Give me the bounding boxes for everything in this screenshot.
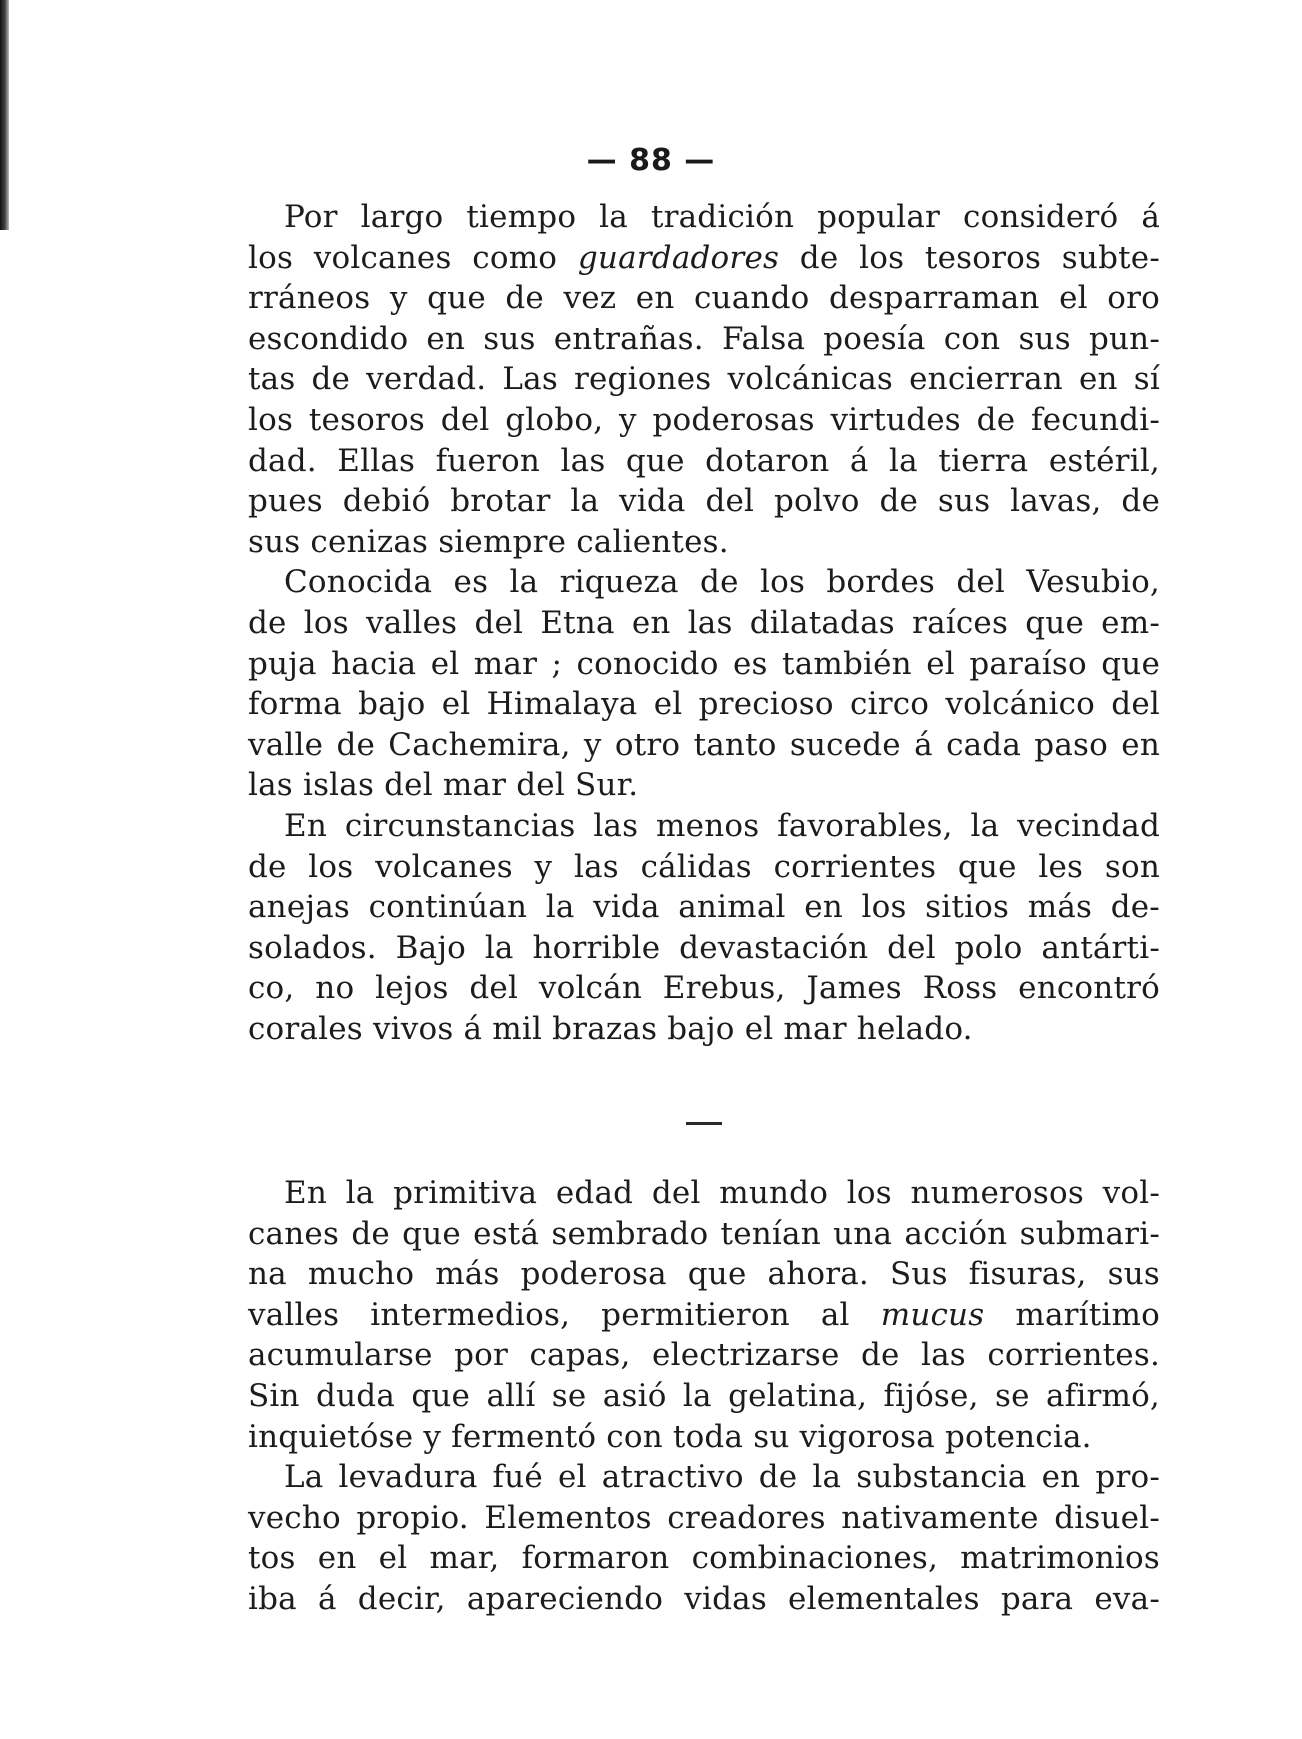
text-line: pues debió brotar la vida del polvo de sus lavas, de [248, 483, 1160, 520]
text-line: acumularse por capas, electrizarse de las corrientes. [248, 1337, 1160, 1374]
text-line: vecho propio. Elementos creadores nativamente disuel- [248, 1499, 1160, 1536]
text-section-primitive-age [248, 1173, 1160, 1620]
page-number: — 88 — [586, 143, 716, 178]
text-line: Sin duda que allí se asió la gelatina, fijóse, se afirmó, [248, 1377, 1160, 1414]
text-line: na mucho más poderosa que ahora. Sus fisuras, sus [248, 1256, 1160, 1293]
italic-term-guardadores: guardadores [577, 239, 780, 276]
text-fragment: de los tesoros subte- [779, 239, 1160, 276]
text-line: solados. Bajo la horrible devastación del polo antárti- [248, 929, 1160, 966]
text-line: tos en el mar, formaron combinaciones, matrimonios [248, 1540, 1160, 1577]
text-line: canes de que está sembrado tenían una acción submari- [248, 1215, 1160, 1252]
text-line: valle de Cachemira, y otro tanto sucede á cada paso en [248, 726, 1160, 763]
text-line: de los volcanes y las cálidas corrientes que les son [248, 848, 1160, 885]
text-fragment: valles intermedios, permitieron al [248, 1296, 881, 1333]
scan-binding-edge [0, 0, 9, 230]
text-line: las islas del mar del Sur. [248, 767, 639, 804]
text-line: dad. Ellas fueron las que dotaron á la tierra estéril, [248, 442, 1160, 479]
text-section-volcanoes [248, 197, 1160, 1049]
italic-term-mucus: mucus [880, 1296, 985, 1333]
text-line: iba á decir, apareciendo vidas elementales para eva- [248, 1580, 1160, 1617]
divider-dash [686, 1122, 722, 1125]
text-line [248, 238, 1160, 279]
text-line: forma bajo el Himalaya el precioso circo volcánico del [248, 686, 1160, 723]
text-line: En la primitiva edad del mundo los numerosos vol- [284, 1175, 1160, 1211]
text-line: sus cenizas siempre calientes. [248, 523, 729, 560]
text-line: co, no lejos del volcán Erebus, James Ross encontró [248, 970, 1160, 1007]
text-line: escondido en sus entrañas. Falsa poesía con sus pun- [248, 320, 1160, 357]
text-fragment: marítimo [984, 1296, 1160, 1333]
text-line: Por largo tiempo la tradición popular consideró á [284, 199, 1160, 235]
text-line: inquietóse y fermentó con toda su vigorosa potencia. [248, 1418, 1092, 1455]
text-line: Conocida es la riqueza de los bordes del Vesubio, [284, 564, 1160, 601]
text-line: puja hacia el mar ; conocido es también el paraíso que [248, 645, 1160, 682]
text-line: anejas continúan la vida animal en los sitios más de- [248, 889, 1160, 926]
section-divider [0, 1122, 1302, 1125]
text-line: En circunstancias las menos favorables, la vecindad [284, 807, 1160, 844]
text-line: corales vivos á mil brazas bajo el mar helado. [248, 1010, 973, 1047]
text-line: rráneos y que de vez en cuando desparraman el oro [248, 280, 1160, 317]
text-line: de los valles del Etna en las dilatadas raíces que em- [248, 604, 1160, 641]
text-line [248, 1295, 1160, 1336]
text-fragment: los volcanes como [248, 239, 578, 276]
text-line: los tesoros del globo, y poderosas virtudes de fecundi- [248, 401, 1160, 438]
text-line: tas de verdad. Las regiones volcánicas encierran en sí [248, 361, 1160, 398]
text-line: La levadura fué el atractivo de la substancia en pro- [284, 1459, 1160, 1496]
